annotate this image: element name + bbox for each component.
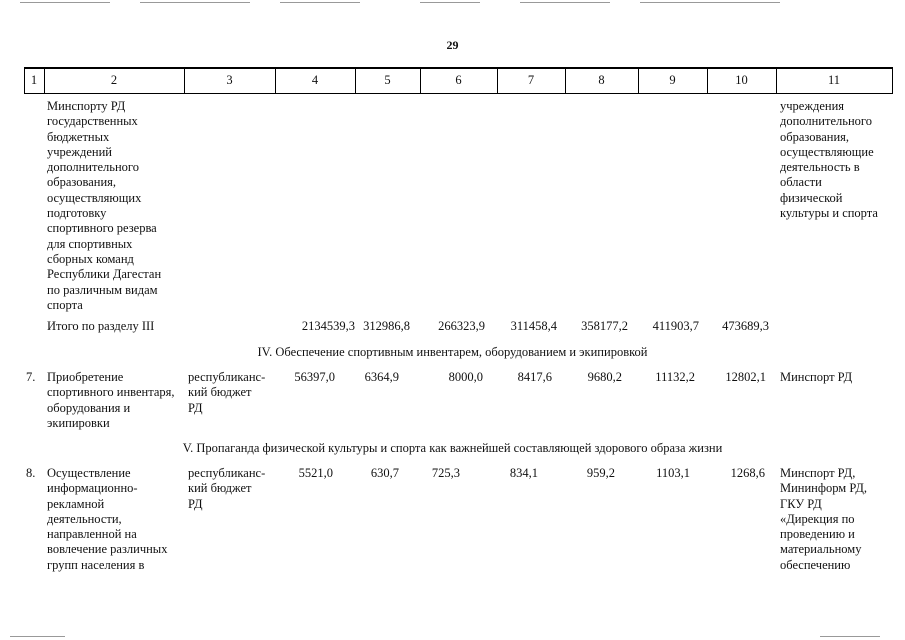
row-value: 630,7 <box>370 466 399 480</box>
row-value: 1103,1 <box>656 466 690 480</box>
row-value: 5521,0 <box>298 466 333 480</box>
section-5-title: V. Пропаганда физической культуры и спорта как важнейшей составляющей здорового образа жизни <box>182 441 723 455</box>
row-value: 959,2 <box>586 466 615 480</box>
row-number: 7. <box>26 370 36 384</box>
column-header: 11 <box>827 73 841 87</box>
column-header: 1 <box>30 73 38 87</box>
column-header: 8 <box>598 73 605 87</box>
row-number: 8. <box>26 466 36 480</box>
continuation-executor: учреждения дополнительного образования, осуществляющие деятельность в области физической культуры и спорта <box>780 99 878 221</box>
section-total-value: 358177,2 <box>581 319 628 333</box>
scan-artifact-top <box>20 2 110 3</box>
scan-artifact-top <box>140 2 250 3</box>
column-header: 10 <box>735 73 748 87</box>
column-header: 5 <box>384 73 391 87</box>
section-total-value: 473689,3 <box>722 319 769 333</box>
table-top-border <box>24 67 893 69</box>
row-funding-source: республиканс- кий бюджет РД <box>188 370 266 415</box>
section-total-value: 2134539,3 <box>301 319 355 333</box>
section-total-value: 266323,9 <box>438 319 485 333</box>
row-executor: Минспорт РД <box>780 370 853 384</box>
scan-artifact-bottom <box>10 636 65 637</box>
row-description: Осуществление информационно- рекламной деятельности, направленной на вовлечение различных групп населения в <box>47 466 168 572</box>
column-header: 2 <box>110 73 118 87</box>
row-funding-source: республиканс- кий бюджет РД <box>188 466 266 511</box>
column-header: 7 <box>527 73 535 87</box>
row-value: 56397,0 <box>294 370 335 384</box>
row-value: 6364,9 <box>364 370 399 384</box>
row-value: 834,1 <box>509 466 538 480</box>
section-total-value: 312986,8 <box>363 319 410 333</box>
page-number: 29 <box>446 38 459 52</box>
row-value: 11132,2 <box>655 370 695 384</box>
section-total-label: Итого по разделу III <box>47 319 155 333</box>
column-header: 3 <box>226 73 233 87</box>
row-value: 8417,6 <box>517 370 552 384</box>
header-bottom-border <box>24 93 893 94</box>
column-header: 6 <box>455 73 462 87</box>
row-value: 725,3 <box>431 466 460 480</box>
section-total-value: 411903,7 <box>652 319 699 333</box>
column-divider <box>892 67 893 94</box>
row-value: 1268,6 <box>730 466 765 480</box>
row-value: 12802,1 <box>725 370 766 384</box>
row-description: Приобретение спортивного инвентаря, оборудования и экипировки <box>47 370 175 430</box>
scan-artifact-top <box>420 2 480 3</box>
continuation-description: Минспорту РД государственных бюджетных учреждений дополнительного образования, осуществляющих подготовку спортивного резерва для спортивных сборных команд Республики Дагестан по различным видам спорта <box>47 99 162 312</box>
row-value: 9680,2 <box>587 370 622 384</box>
scan-artifact-bottom <box>820 636 880 637</box>
section-4-title: IV. Обеспечение спортивным инвентарем, оборудованием и экипировкой <box>257 345 648 359</box>
column-header: 9 <box>669 73 676 87</box>
scan-artifact-top <box>640 2 780 3</box>
scan-artifact-top <box>520 2 610 3</box>
column-header: 4 <box>311 73 319 87</box>
section-total-value: 311458,4 <box>510 319 557 333</box>
row-executor: Минспорт РД, Мининформ РД, ГКУ РД «Дирекция по проведению и материальному обеспечению <box>780 466 867 572</box>
scan-artifact-top <box>280 2 360 3</box>
row-value: 8000,0 <box>448 370 483 384</box>
